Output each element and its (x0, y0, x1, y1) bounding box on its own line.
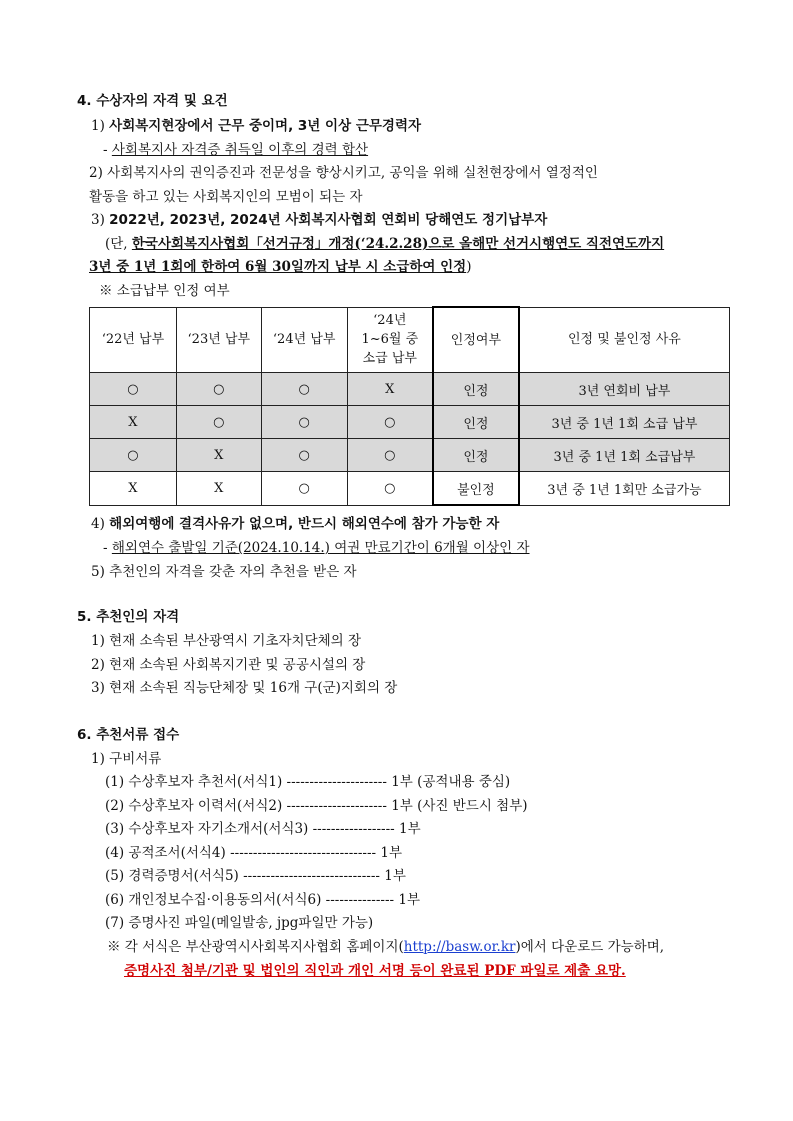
document-qty: 1부 (공적내용 중심) (391, 774, 511, 790)
document-label: (2) 수상후보자 이력서(서식2) (105, 798, 283, 814)
req-item-4-sub-text: 해외연수 출발일 기준(2024.10.14.) 여권 만료기간이 6개월 이상인 자 (111, 540, 530, 556)
homepage-link[interactable]: http://basw.or.kr (403, 939, 516, 955)
documents-subtitle: 1) 구비서류 (91, 751, 162, 767)
header-cell-line: 소급 납부 (362, 351, 417, 367)
table-row (90, 472, 730, 506)
req-item-1-sub-dash: - (103, 142, 112, 158)
table-cell: ○ (261, 406, 347, 439)
section-4-title: 4. 수상자의 자격 및 요건 (77, 93, 228, 109)
table-cell: 인정 (433, 439, 519, 472)
table-row (90, 439, 730, 472)
document-item (105, 913, 373, 933)
header-cell: 인정 및 불인정 사유 (519, 307, 730, 373)
table-cell: 3년 중 1년 1회 소급납부 (519, 439, 730, 472)
section-6-title: 6. 추천서류 접수 (77, 727, 180, 743)
table-cell: ○ (176, 406, 261, 439)
req-item-4 (91, 514, 499, 534)
table-cell: ○ (90, 373, 177, 406)
req-item-3-note-u1: 한국사회복지사협회「선거규정」개정(‘24.2.28)으로 올해만 선거시행연도 직전연도까지 (131, 236, 665, 252)
document-dashes: ---------------------- (286, 774, 387, 790)
req-item-2-line2: 활동을 하고 있는 사회복지인의 모범이 되는 자 (89, 189, 363, 205)
table-cell: ○ (347, 472, 433, 506)
document-dashes: ------------------ (312, 821, 395, 837)
document-item (105, 796, 528, 816)
document-dashes: ---------------------- (286, 798, 387, 814)
table-cell: 3년 중 1년 1회 소급 납부 (519, 406, 730, 439)
header-cell: ‘22년 납부 (90, 307, 177, 373)
table-cell: ○ (90, 439, 177, 472)
req-item-1-text: 사회복지현장에서 근무 중이며, 3년 이상 근무경력자 (109, 118, 422, 134)
req-item-2-line1: 2) 사회복지사의 권익증진과 전문성을 향상시키고, 공익을 위해 실천현장에서 열정적인 (89, 165, 598, 181)
document-label: (7) 증명사진 파일(메일발송, jpg파일만 가능) (105, 915, 374, 931)
document-label: (4) 공적조서(서식4) (105, 845, 226, 861)
req-item-3-note-open: (단, (105, 236, 132, 252)
header-cell-line: ‘24년 (373, 313, 407, 329)
req-item-3-note-line2 (89, 257, 472, 277)
document-item (105, 866, 406, 886)
table-cell: 불인정 (433, 472, 519, 506)
req-item-5: 5) 추천인의 자격을 갖춘 자의 추천을 받은 자 (91, 564, 357, 580)
table-row (90, 373, 730, 406)
recommender-item: 3) 현재 소속된 직능단체장 및 16개 구(군)지회의 장 (91, 680, 398, 696)
req-item-3-note-u2: 3년 중 1년 1회에 한하여 6월 30일까지 납부 시 소급하여 인정 (89, 259, 467, 275)
req-item-4-sub-dash: - (103, 540, 112, 556)
download-note (107, 937, 664, 957)
document-dashes: ------------------------------ (243, 868, 380, 884)
document-item (105, 843, 402, 863)
document-item (105, 819, 421, 839)
document-dashes: -------------------------------- (230, 845, 377, 861)
document-dashes: --------------- (325, 892, 395, 908)
document-item (105, 890, 420, 910)
req-item-1-sub (103, 140, 368, 160)
table-cell: ○ (261, 373, 347, 406)
document-qty: 1부 (사진 반드시 첨부) (391, 798, 528, 814)
table-cell: 인정 (433, 373, 519, 406)
table-cell: ○ (261, 439, 347, 472)
req-item-1-sub-text: 사회복지사 자격증 취득일 이후의 경력 합산 (111, 142, 369, 158)
table-caption: ※ 소급납부 인정 여부 (99, 283, 230, 299)
document-label: (6) 개인정보수집·이용동의서(서식6) (105, 892, 322, 908)
req-item-3-note-close: ) (466, 259, 472, 275)
table-cell: X (90, 406, 177, 439)
header-cell: 인정여부 (433, 307, 519, 373)
req-item-3-text: 2022년, 2023년, 2024년 사회복지사협회 연회비 당해연도 정기납부자 (109, 212, 548, 228)
document-label: (3) 수상후보자 자기소개서(서식3) (105, 821, 309, 837)
document-item (105, 772, 510, 792)
document-qty: 1부 (399, 821, 421, 837)
download-note-post: )에서 다운로드 가능하며, (515, 939, 665, 955)
table-cell: ○ (261, 472, 347, 506)
header-cell-retro (347, 307, 433, 373)
req-item-4-sub (103, 538, 530, 558)
req-item-1 (91, 116, 421, 136)
document-label: (1) 수상후보자 추천서(서식1) (105, 774, 283, 790)
table-cell: X (176, 439, 261, 472)
download-note-pre: ※ 각 서식은 부산광역시사회복지사협회 홈페이지( (107, 939, 404, 955)
table-cell: X (176, 472, 261, 506)
submission-warning: 증명사진 첨부/기관 및 법인의 직인과 개인 서명 등이 완료된 PDF 파일로 제출 요망. (124, 963, 626, 979)
recommender-item: 2) 현재 소속된 사회복지기관 및 공공시설의 장 (91, 657, 366, 673)
recommender-item: 1) 현재 소속된 부산광역시 기초자치단체의 장 (91, 633, 362, 649)
req-item-4-text: 해외여행에 결격사유가 없으며, 반드시 해외연수에 참가 가능한 자 (109, 516, 500, 532)
table-row (90, 406, 730, 439)
table-header-row (90, 307, 730, 373)
table-cell: ○ (176, 373, 261, 406)
document-label: (5) 경력증명서(서식5) (105, 868, 239, 884)
table-cell: ○ (347, 406, 433, 439)
table-cell: 인정 (433, 406, 519, 439)
table-cell: X (90, 472, 177, 506)
req-item-1-num: 1) (91, 118, 110, 134)
header-cell: ‘23년 납부 (176, 307, 261, 373)
table-cell: 3년 연회비 납부 (519, 373, 730, 406)
req-item-3-num: 3) (91, 212, 110, 228)
header-cell-line: 1~6월 중 (361, 332, 419, 348)
table-cell: 3년 중 1년 1회만 소급가능 (519, 472, 730, 506)
req-item-3-note-line1 (105, 234, 664, 254)
req-item-4-num: 4) (91, 516, 110, 532)
document-qty: 1부 (380, 845, 402, 861)
header-cell: ‘24년 납부 (261, 307, 347, 373)
document-qty: 1부 (398, 892, 421, 908)
section-5-title: 5. 추천인의 자격 (77, 609, 180, 625)
table-cell: ○ (347, 439, 433, 472)
document-qty: 1부 (384, 868, 406, 884)
retro-payment-table (89, 306, 730, 506)
req-item-3 (91, 210, 547, 230)
table-cell: X (347, 373, 433, 406)
